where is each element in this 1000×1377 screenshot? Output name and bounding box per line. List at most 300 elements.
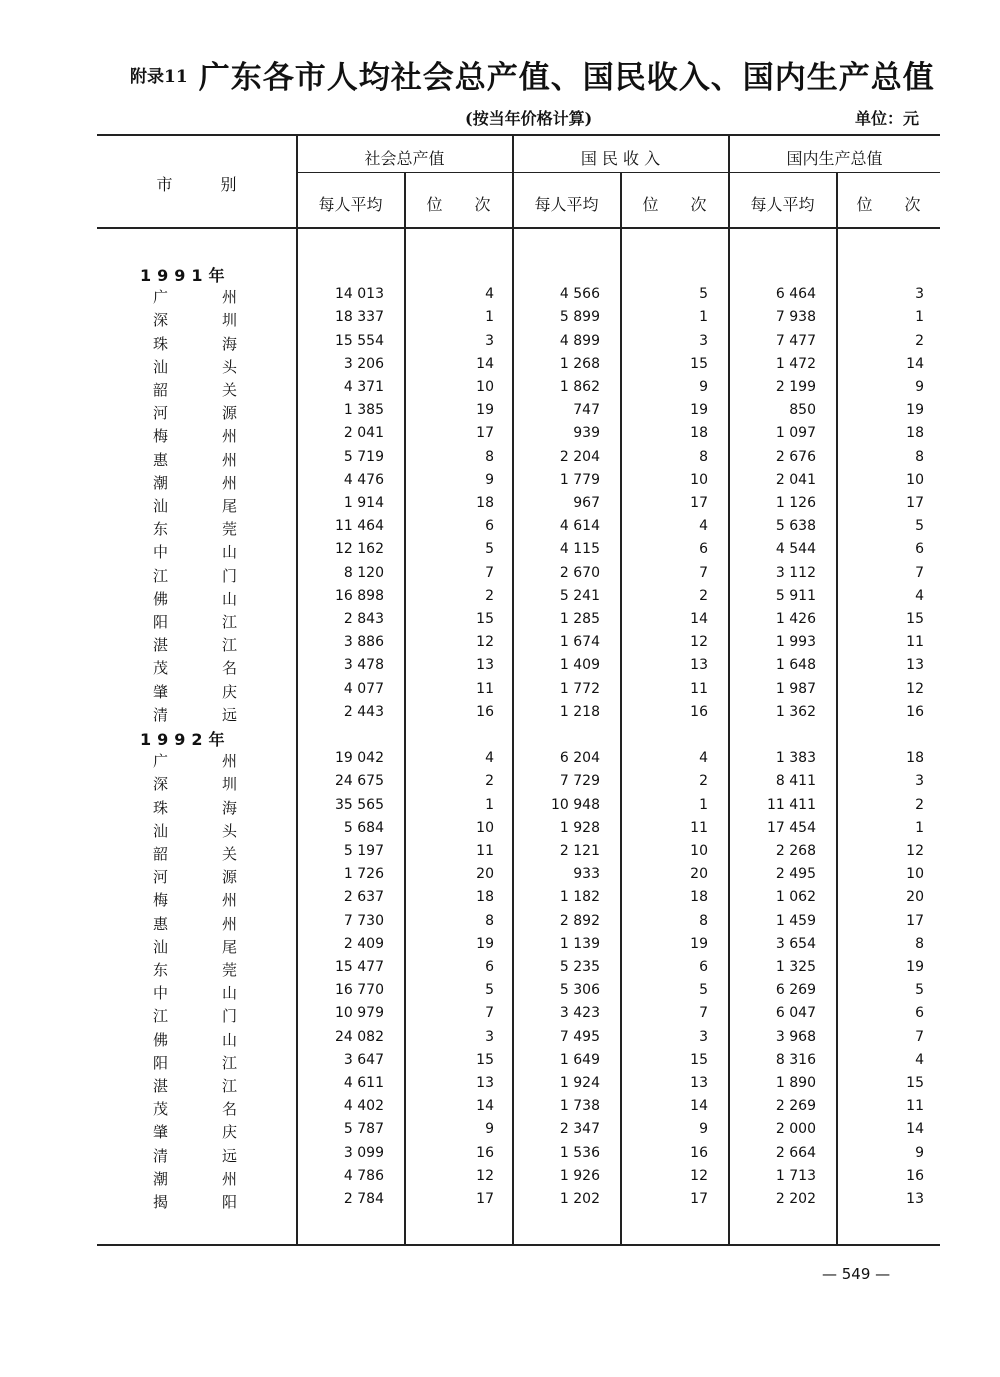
gdp-rank: 12 [906,680,924,697]
national-income-per-capita: 1 182 [559,889,600,906]
city-char: 佛 [153,1030,169,1049]
total-output-rank: 11 [476,843,494,859]
national-income-rank: 4 [699,750,708,767]
rank-header: 位 次 [856,195,921,214]
gdp-rank: 20 [906,889,924,906]
gdp-rank: 3 [915,773,924,790]
gdp-rank: 2 [915,796,924,813]
total-output-rank: 16 [476,1144,494,1161]
total-output-per-capita: 4 786 [343,1167,384,1184]
city-char: 州 [222,1169,238,1188]
gdp-rank: 8 [915,448,924,465]
city-char: 中 [153,543,169,562]
table-row [0,913,1000,936]
title-text: 广东各市人均社会总产值、国民收入、国内生产总值 [198,60,935,96]
total-output-per-capita: 15 477 [335,959,384,975]
gdp-per-capita: 8 411 [775,773,816,790]
total-output-per-capita: 4 077 [343,680,384,697]
national-income-rank: 18 [690,889,708,906]
total-output-rank: 14 [476,1098,494,1115]
national-income-rank: 1 [699,309,708,326]
table-title [130,52,935,97]
total-output-rank: 17 [476,425,494,442]
total-output-rank: 12 [476,1167,494,1184]
national-income-rank: 7 [699,564,708,581]
total-output-per-capita: 4 402 [343,1098,384,1115]
table-row [0,657,1000,680]
gdp-rank: 16 [906,703,924,720]
city-char: 东 [153,961,169,979]
gdp-per-capita: 11 411 [767,796,816,813]
total-output-per-capita: 24 082 [335,1028,384,1045]
gdp-rank: 8 [915,935,924,952]
city-char: 江 [153,1007,169,1026]
national-income-rank: 8 [699,448,708,465]
gdp-rank: 13 [906,1191,924,1207]
total-output-per-capita: 2 409 [343,935,384,952]
total-output-rank: 7 [485,564,494,581]
total-output-rank: 8 [485,448,494,465]
city-char: 源 [222,868,238,887]
city-char: 山 [222,1030,238,1049]
gdp-rank: 17 [906,495,924,511]
total-output-per-capita: 2 041 [343,425,384,442]
gdp-per-capita: 2 495 [775,866,816,883]
table-row [0,309,1000,332]
national-income-per-capita: 747 [573,402,600,419]
national-income-per-capita: 1 202 [559,1191,600,1207]
city-char: 河 [153,868,169,887]
city-char: 汕 [153,497,169,515]
table-row [0,425,1000,448]
city-char: 山 [222,984,238,1003]
table-row [0,820,1000,843]
city-char: 梅 [153,891,169,910]
total-output-rank: 5 [485,982,494,999]
total-output-rank: 8 [485,912,494,929]
national-income-per-capita: 1 738 [559,1098,600,1115]
table-row [0,681,1000,704]
gdp-per-capita: 6 269 [775,982,816,999]
group-header-gdp: 国内生产总值 [786,149,883,168]
city-char: 州 [222,288,238,307]
year-heading: 1991年 [140,266,231,285]
city-char: 肇 [153,1123,169,1142]
national-income-rank: 14 [690,611,708,627]
total-output-rank: 3 [485,332,494,349]
city-char: 山 [222,543,238,562]
national-income-per-capita: 2 121 [559,843,600,859]
total-output-rank: 16 [476,703,494,720]
city-char: 韶 [153,845,169,863]
city-char: 阳 [222,1193,238,1211]
national-income-per-capita: 6 204 [559,750,600,767]
national-income-per-capita: 2 892 [559,912,600,929]
total-output-per-capita: 3 206 [343,355,384,372]
city-char: 江 [222,1053,238,1072]
national-income-per-capita: 1 779 [559,471,600,488]
national-income-rank: 7 [699,1005,708,1022]
table-row [0,1145,1000,1168]
total-output-rank: 6 [485,959,494,975]
table-row [0,773,1000,796]
table-row [0,866,1000,889]
city-char: 韶 [153,381,169,399]
total-output-per-capita: 15 554 [335,332,384,349]
national-income-per-capita: 10 948 [551,796,600,813]
gdp-rank: 11 [906,634,924,651]
per-capita-header: 每人平均 [534,195,599,214]
city-char: 圳 [222,775,238,794]
table-row [0,541,1000,564]
city-char: 深 [153,311,169,330]
gdp-per-capita: 8 316 [775,1051,816,1068]
national-income-per-capita: 4 614 [559,518,600,535]
year-heading: 1992年 [140,730,231,749]
national-income-per-capita: 1 218 [559,703,600,720]
total-output-rank: 7 [485,1005,494,1022]
city-char: 潮 [153,1169,169,1188]
gdp-per-capita: 2 269 [775,1098,816,1115]
gdp-rank: 3 [915,286,924,303]
city-char: 江 [222,1077,238,1095]
national-income-per-capita: 1 772 [559,680,600,697]
total-output-per-capita: 5 684 [343,819,384,836]
city-char: 海 [222,334,238,353]
total-output-per-capita: 1 914 [343,495,384,511]
city-char: 庆 [222,1123,238,1142]
gdp-per-capita: 2 664 [775,1144,816,1161]
gdp-rank: 7 [915,1028,924,1045]
national-income-rank: 6 [699,541,708,558]
gdp-per-capita: 7 477 [775,332,816,349]
total-output-per-capita: 16 770 [335,982,384,999]
appendix-label: 附录11 [130,67,188,87]
city-char: 珠 [153,798,169,817]
national-income-rank: 16 [690,1144,708,1161]
city-char: 关 [222,845,238,863]
national-income-rank: 10 [690,471,708,488]
gdp-rank: 6 [915,541,924,558]
table-row [0,495,1000,518]
total-output-per-capita: 2 443 [343,703,384,720]
total-output-per-capita: 2 843 [343,611,384,627]
gdp-rank: 15 [906,611,924,627]
top-rule [97,134,940,136]
total-output-per-capita: 3 647 [343,1051,384,1068]
gdp-per-capita: 3 654 [775,935,816,952]
table-row [0,611,1000,634]
total-output-rank: 12 [476,634,494,651]
total-output-rank: 19 [476,935,494,952]
city-char: 湛 [153,636,169,655]
per-capita-header: 每人平均 [750,195,815,214]
city-char: 中 [153,984,169,1003]
table-row [0,1121,1000,1144]
gdp-rank: 5 [915,518,924,535]
national-income-per-capita: 7 495 [559,1028,600,1045]
table-row [0,1029,1000,1052]
table-row [0,286,1000,309]
city-char: 珠 [153,334,169,353]
gdp-rank: 5 [915,982,924,999]
total-output-per-capita: 18 337 [335,309,384,326]
gdp-rank: 14 [906,355,924,372]
national-income-rank: 1 [699,796,708,813]
gdp-per-capita: 1 126 [775,495,816,511]
city-char: 海 [222,798,238,817]
national-income-rank: 17 [690,495,708,511]
national-income-rank: 15 [690,1051,708,1068]
city-char: 惠 [153,450,169,469]
header-bottom-rule [97,227,940,229]
table-row [0,634,1000,657]
city-char: 头 [222,357,238,376]
city-char: 名 [222,659,238,678]
total-output-per-capita: 3 886 [343,634,384,651]
city-char: 汕 [153,937,169,956]
city-char: 广 [153,288,169,307]
national-income-per-capita: 939 [573,425,600,442]
national-income-rank: 2 [699,773,708,790]
total-output-rank: 10 [476,379,494,395]
national-income-per-capita: 4 899 [559,332,600,349]
total-output-per-capita: 19 042 [335,750,384,767]
total-output-per-capita: 1 385 [343,402,384,419]
table-row [0,1191,1000,1214]
national-income-per-capita: 1 536 [559,1144,600,1161]
city-char: 惠 [153,914,169,933]
gdp-per-capita: 4 544 [775,541,816,558]
gdp-rank: 4 [915,1051,924,1068]
city-column-header: 市 别 [156,175,237,194]
city-char: 庆 [222,682,238,701]
total-output-rank: 13 [476,657,494,674]
gdp-per-capita: 1 987 [775,680,816,697]
total-output-rank: 19 [476,402,494,419]
national-income-per-capita: 967 [573,495,600,511]
total-output-rank: 6 [485,518,494,535]
total-output-rank: 1 [485,309,494,326]
national-income-per-capita: 1 139 [559,935,600,952]
national-income-per-capita: 7 729 [559,773,600,790]
national-income-per-capita: 1 926 [559,1167,600,1184]
national-income-rank: 6 [699,959,708,975]
total-output-per-capita: 10 979 [335,1005,384,1022]
total-output-per-capita: 2 784 [343,1191,384,1207]
gdp-rank: 17 [906,912,924,929]
national-income-per-capita: 933 [573,866,600,883]
national-income-per-capita: 1 268 [559,355,600,372]
city-char: 阳 [153,613,169,631]
total-output-per-capita: 5 719 [343,448,384,465]
national-income-rank: 9 [699,1121,708,1138]
gdp-rank: 10 [906,471,924,488]
national-income-rank: 14 [690,1098,708,1115]
gdp-per-capita: 5 911 [775,587,816,604]
national-income-per-capita: 2 204 [559,448,600,465]
total-output-per-capita: 14 013 [335,286,384,303]
table-row [0,333,1000,356]
total-output-per-capita: 35 565 [335,796,384,813]
table-row [0,379,1000,402]
national-income-per-capita: 4 566 [559,286,600,303]
rank-header: 位 次 [642,195,707,214]
total-output-per-capita: 5 787 [343,1121,384,1138]
city-char: 揭 [153,1193,169,1211]
table-row [0,1052,1000,1075]
total-output-per-capita: 2 637 [343,889,384,906]
national-income-rank: 3 [699,1028,708,1045]
total-output-rank: 3 [485,1028,494,1045]
table-row [0,518,1000,541]
gdp-per-capita: 2 000 [775,1121,816,1138]
city-char: 门 [222,566,238,585]
city-char: 远 [222,705,238,724]
city-char: 州 [222,891,238,910]
gdp-per-capita: 3 112 [775,564,816,581]
national-income-per-capita: 5 899 [559,309,600,326]
city-char: 尾 [222,937,238,956]
city-char: 州 [222,473,238,492]
city-char: 茂 [153,1100,169,1119]
total-output-rank: 15 [476,1051,494,1068]
table-row [0,1005,1000,1028]
gdp-per-capita: 850 [789,402,816,419]
total-output-per-capita: 12 162 [335,541,384,558]
national-income-per-capita: 3 423 [559,1005,600,1022]
city-char: 茂 [153,659,169,678]
city-char: 州 [222,914,238,933]
table-row [0,797,1000,820]
gdp-rank: 9 [915,379,924,395]
city-char: 名 [222,1100,238,1119]
national-income-rank: 13 [690,1075,708,1091]
city-char: 圳 [222,311,238,330]
gdp-rank: 18 [906,750,924,767]
table-row [0,704,1000,727]
gdp-rank: 11 [906,1098,924,1115]
gdp-per-capita: 1 713 [775,1167,816,1184]
gdp-per-capita: 2 199 [775,379,816,395]
national-income-rank: 15 [690,355,708,372]
national-income-per-capita: 2 670 [559,564,600,581]
table-row [0,472,1000,495]
city-char: 梅 [153,427,169,446]
city-char: 东 [153,520,169,539]
national-income-rank: 11 [690,819,708,836]
total-output-rank: 2 [485,773,494,790]
city-char: 尾 [222,497,238,515]
national-income-rank: 9 [699,379,708,395]
city-char: 莞 [222,520,238,539]
city-char: 广 [153,752,169,771]
total-output-rank: 1 [485,796,494,813]
national-income-rank: 17 [690,1191,708,1207]
gdp-per-capita: 1 890 [775,1075,816,1091]
gdp-rank: 16 [906,1167,924,1184]
gdp-per-capita: 1 325 [775,959,816,975]
city-char: 远 [222,1146,238,1165]
total-output-rank: 20 [476,866,494,883]
table-row [0,959,1000,982]
table-row [0,889,1000,912]
national-income-rank: 3 [699,332,708,349]
total-output-per-capita: 4 476 [343,471,384,488]
national-income-rank: 10 [690,843,708,859]
city-char: 头 [222,821,238,840]
national-income-rank: 5 [699,286,708,303]
national-income-rank: 12 [690,634,708,651]
table-row [0,356,1000,379]
gdp-rank: 2 [915,332,924,349]
national-income-rank: 13 [690,657,708,674]
total-output-per-capita: 16 898 [335,587,384,604]
city-char: 汕 [153,357,169,376]
total-output-rank: 17 [476,1191,494,1207]
national-income-per-capita: 1 285 [559,611,600,627]
city-char: 阳 [153,1053,169,1072]
gdp-rank: 13 [906,657,924,674]
city-char: 江 [222,636,238,655]
city-char: 佛 [153,589,169,608]
gdp-rank: 10 [906,866,924,883]
total-output-per-capita: 4 371 [343,379,384,395]
gdp-per-capita: 1 426 [775,611,816,627]
national-income-rank: 2 [699,587,708,604]
gdp-rank: 19 [906,402,924,419]
gdp-rank: 6 [915,1005,924,1022]
city-char: 清 [153,705,169,724]
city-char: 潮 [153,473,169,492]
bottom-rule [97,1244,940,1246]
gdp-rank: 9 [915,1144,924,1161]
rank-header: 位 次 [426,195,491,214]
group-header-national-income: 国 民 收 入 [580,149,661,168]
total-output-per-capita: 3 478 [343,657,384,674]
gdp-rank: 18 [906,425,924,442]
city-char: 源 [222,404,238,423]
gdp-per-capita: 1 383 [775,750,816,767]
national-income-per-capita: 5 235 [559,959,600,975]
price-basis-note: (按当年价格计算) [465,109,593,128]
total-output-rank: 14 [476,355,494,372]
table-row [0,565,1000,588]
gdp-per-capita: 7 938 [775,309,816,326]
total-output-rank: 18 [476,889,494,906]
national-income-per-capita: 1 924 [559,1075,600,1091]
table-row [0,1168,1000,1191]
page-number: — 549 — [822,1265,891,1283]
national-income-rank: 19 [690,935,708,952]
city-char: 州 [222,450,238,469]
national-income-per-capita: 1 649 [559,1051,600,1068]
table-row [0,449,1000,472]
city-char: 江 [153,566,169,585]
gdp-per-capita: 2 041 [775,471,816,488]
national-income-per-capita: 1 862 [559,379,600,395]
national-income-per-capita: 1 928 [559,819,600,836]
gdp-per-capita: 1 648 [775,657,816,674]
unit-label: 单位：元 [855,109,920,128]
total-output-rank: 13 [476,1075,494,1091]
city-char: 江 [222,613,238,631]
total-output-rank: 10 [476,819,494,836]
city-char: 肇 [153,682,169,701]
total-output-per-capita: 8 120 [343,564,384,581]
gdp-per-capita: 1 062 [775,889,816,906]
total-output-rank: 15 [476,611,494,627]
